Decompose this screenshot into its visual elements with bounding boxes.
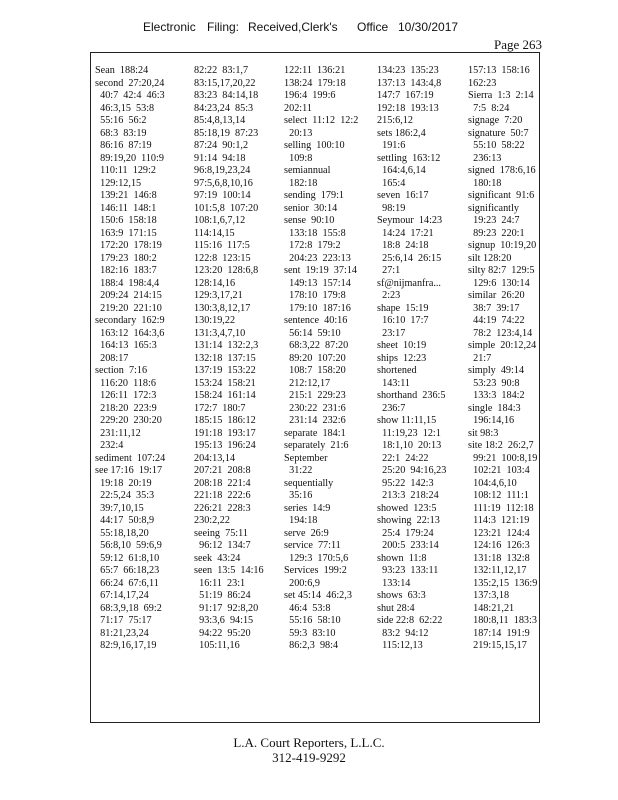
index-entry: 191:18 193:17 (194, 427, 256, 439)
index-entry: 59:12 61:8,10 (95, 552, 160, 564)
index-entry: 165:4 (377, 177, 406, 189)
index-entry: 236:13 (468, 152, 502, 164)
index-entry: 7:5 8:24 (468, 102, 510, 114)
index-entry: 82:9,16,17,19 (95, 640, 157, 651)
index-entry: 68:3,22 87:20 (284, 340, 349, 351)
header-filing: Filing: (207, 20, 240, 34)
index-entry: sheet 10:19 (377, 340, 427, 351)
index-entry: 19:23 24:7 (468, 215, 520, 226)
index-entry: separate 184:1 (284, 427, 346, 439)
index-entry: 56:8,10 59:6,9 (95, 540, 162, 551)
index-entry: 153:24 158:21 (194, 377, 256, 389)
index-entry: showing 22:13 (377, 515, 440, 526)
page-number: Page 263 (494, 37, 543, 52)
index-entry: 39:7,10,15 (95, 502, 144, 514)
index-entry: 55:18,18,20 (95, 527, 149, 539)
index-entry: single 184:3 (468, 402, 521, 414)
index-entry: 25:4 179:24 (377, 527, 434, 539)
index-entry: serve 26:9 (284, 527, 329, 539)
index-entry: 147:7 167:19 (377, 90, 434, 101)
index-entry: shape 15:19 (377, 302, 429, 314)
index-entry: 231:14 232:6 (284, 415, 346, 426)
index-entry: 59:3 83:10 (284, 627, 336, 639)
index-entry: 19:18 20:19 (95, 477, 152, 489)
index-entry: 138:24 179:18 (284, 77, 346, 89)
index-entry: sentence 40:16 (284, 315, 348, 326)
header-received: Received,Clerk's (248, 20, 338, 34)
index-entry: 162:23 (468, 77, 497, 89)
index-entry: 192:18 193:13 (377, 102, 439, 114)
index-entry: 188:4 198:4,4 (95, 277, 160, 289)
index-entry: simply 49:14 (468, 365, 525, 376)
index-entry: 213:3 218:24 (377, 490, 439, 501)
index-entry: section 7:16 (95, 365, 148, 376)
index-entry: senior 30:14 (284, 202, 338, 214)
index-entry: 40:7 42:4 46:3 (95, 90, 165, 101)
index-entry: 53:23 90:8 (468, 377, 520, 389)
index-entry: sit 98:3 (468, 427, 499, 439)
index-entry: 66:24 67:6,11 (95, 577, 159, 589)
index-entry: 89:20 107:20 (284, 352, 346, 364)
index-entry: 129:3,17,21 (194, 290, 243, 301)
index-entry: 14:24 17:21 (377, 227, 434, 239)
index-entry: sets 186:2,4 (377, 127, 426, 139)
index-entry: 55:16 58:10 (284, 615, 341, 626)
index-entry: 208:17 (95, 352, 129, 364)
index-entry: 116:20 118:6 (95, 377, 156, 389)
index-entry: 137:3,18 (468, 590, 510, 601)
index-entry: 212:12,17 (284, 377, 331, 389)
footer-company: L.A. Court Reporters, L.L.C. (233, 735, 385, 750)
index-entry: 157:13 158:16 (468, 65, 530, 76)
index-entry: 230:22 231:6 (284, 402, 346, 414)
index-entry: 133:14 (377, 577, 411, 589)
index-entry: 68:3,9,18 69:2 (95, 602, 162, 614)
index-entry: 44:17 50:8,9 (95, 515, 155, 526)
index-entry: Seymour 14:23 (377, 215, 443, 226)
index-entry: 129:6 130:14 (468, 277, 530, 289)
index-entry: 108:7 158:20 (284, 365, 346, 376)
index-entry: 139:21 146:8 (95, 190, 157, 201)
index-entry: 84:23,24 85:3 (194, 102, 254, 114)
index-entry: signup 10:19,20 (468, 240, 537, 251)
index-entry: 97:5,6,8,10,16 (194, 177, 253, 189)
index-entry: 86:2,3 98:4 (284, 640, 339, 651)
index-entry: 232:4 (95, 440, 124, 451)
header-electronic: Electronic (143, 20, 196, 34)
index-entry: 67:14,17,24 (95, 590, 149, 601)
index-entry: secondary 162:9 (95, 315, 165, 326)
index-entry: 202:11 (284, 102, 312, 114)
index-entry: 219:20 221:10 (95, 302, 162, 314)
index-entry: 185:15 186:12 (194, 415, 256, 426)
index-entry: select 11:12 12:2 (284, 115, 359, 126)
index-entry: 2:23 (377, 290, 401, 301)
index-entry: 146:11 148:1 (95, 202, 157, 214)
index-entry: 94:22 95:20 (194, 627, 251, 639)
index-entry: show 11:11,15 (377, 415, 437, 426)
index-entry: 85:18,19 87:23 (194, 127, 259, 139)
index-entry: 114:3 121:19 (468, 515, 530, 526)
index-entry: 164:4,6,14 (377, 165, 426, 176)
index-entry: 128:14,16 (194, 277, 236, 289)
header-office: Office (357, 20, 389, 34)
index-entry: settling 163:12 (377, 152, 441, 164)
index-entry: 148:21,21 (468, 602, 515, 614)
index-entry: 226:21 228:3 (194, 502, 251, 514)
index-entry: 137:19 153:22 (194, 365, 256, 376)
index-entry: 109:8 (284, 152, 313, 164)
index-entry: 130:3,8,12,17 (194, 302, 251, 314)
index-entry: 191:6 (377, 140, 406, 151)
index-entry: 131:14 132:2,3 (194, 340, 259, 351)
index-entry: 83:2 94:12 (377, 627, 429, 639)
index-entry: signage 7:20 (468, 115, 523, 126)
index-entry: 122:11 136:21 (284, 65, 346, 76)
index-entry: seek 43:24 (194, 552, 241, 564)
index-entry: silty 82:7 129:5 (468, 265, 535, 276)
index-entry: 114:14,15 (194, 227, 235, 239)
index-entry: 150:6 158:18 (95, 215, 157, 226)
index-entry: side 22:8 62:22 (377, 615, 443, 626)
index-entry: 180:8,11 183:3 (468, 615, 537, 626)
index-entry: 18:1,10 20:13 (377, 440, 442, 451)
index-entry: shorthand 236:5 (377, 390, 446, 401)
index-entry: 23:17 (377, 327, 406, 339)
index-entry: 133:3 184:2 (468, 390, 525, 401)
index-entry: 182:16 183:7 (95, 265, 157, 276)
header-date: 10/30/2017 (398, 20, 459, 34)
index-entry: 178:10 179:8 (284, 290, 346, 301)
index-entry: 85:4,8,13,14 (194, 115, 246, 126)
index-entry: simple 20:12,24 (468, 340, 537, 351)
index-entry: 131:18 132:8 (468, 552, 530, 564)
footer-phone: 312-419-9292 (272, 750, 346, 765)
index-entry: 83:23 84:14,18 (194, 90, 259, 101)
index-entry: significantly (468, 202, 519, 214)
index-entry: 196:4 199:6 (284, 90, 336, 101)
index-entry: 51:19 86:24 (194, 590, 251, 601)
index-entry: 38:7 39:17 (468, 302, 520, 314)
index-entry: 16:11 23:1 (194, 577, 246, 589)
index-entry: shown 11:8 (377, 552, 427, 564)
index-entry: 219:15,15,17 (468, 640, 527, 651)
index-entry: Sierra 1:3 2:14 (468, 90, 534, 101)
index-entry: 71:17 75:17 (95, 615, 152, 626)
index-entry: 179:10 187:16 (284, 302, 351, 314)
index-entry: 20:13 (284, 127, 313, 139)
index-entry: 27:1 (377, 265, 401, 276)
index-entry: 108:12 111:1 (468, 490, 529, 501)
index-entry: silt 128:20 (468, 252, 512, 264)
index-entry: 95:22 142:3 (377, 477, 434, 489)
index-entry: 25:20 94:16,23 (377, 465, 447, 476)
index-entry: 102:21 103:4 (468, 465, 530, 476)
index-column-2 (194, 65, 264, 653)
index-entry: 208:18 221:4 (194, 477, 251, 489)
index-entry: 172:20 178:19 (95, 240, 162, 251)
index-entry: 16:10 17:7 (377, 315, 429, 326)
index-entry: 129:3 170:5,6 (284, 552, 349, 564)
index-entry: 132:11,12,17 (468, 565, 527, 576)
index-entry: 89:23 220:1 (468, 227, 525, 239)
index-entry: 105:11,16 (194, 640, 240, 651)
index-entry: 65:7 66:18,23 (95, 565, 160, 576)
index-entry: shortened (377, 365, 417, 376)
index-entry: 81:21,23,24 (95, 627, 149, 639)
index-entry: 56:14 59:10 (284, 327, 341, 339)
index-entry: 91:17 92:8,20 (194, 602, 259, 614)
index-entry: shows 63:3 (377, 590, 426, 601)
index-entry: service 77:11 (284, 540, 341, 551)
index-entry: 179:23 180:2 (95, 252, 157, 264)
index-entry: 200:6,9 (284, 577, 320, 589)
index-entry: 46:3,15 53:8 (95, 102, 155, 114)
index-entry: 25:6,14 26:15 (377, 252, 442, 264)
index-entry: 96:12 134:7 (194, 540, 251, 551)
index-entry: sent 19:19 37:14 (284, 265, 358, 276)
index-entry: series 14:9 (284, 502, 331, 514)
index-entry: significant 91:6 (468, 190, 535, 201)
index-entry: sf@nijmanfra... (377, 277, 441, 289)
index-entry: 111:19 112:18 (468, 502, 534, 514)
index-entry: 236:7 (377, 402, 406, 414)
index-entry: showed 123:5 (377, 502, 437, 514)
index-entry: 195:13 196:24 (194, 440, 256, 451)
index-entry: 96:8,19,23,24 (194, 165, 251, 176)
index-entry: sediment 107:24 (95, 452, 166, 464)
index-entry: 115:12,13 (377, 640, 423, 651)
index-entry: 126:11 172:3 (95, 390, 157, 401)
index-entry: sequentially (284, 477, 334, 489)
index-entry: see 17:16 19:17 (95, 465, 163, 476)
index-entry: 97:19 100:14 (194, 190, 251, 201)
index-entry: 182:18 (284, 177, 318, 189)
index-entry: seeing 75:11 (194, 527, 248, 539)
index-entry: 129:12,15 (95, 177, 142, 189)
index-entry: separately 21:6 (284, 440, 349, 451)
index-entry: 31:22 (284, 465, 313, 476)
index-entry: 11:19,23 12:1 (377, 427, 441, 439)
index-entry: 22:5,24 35:3 (95, 490, 155, 501)
index-entry: 215:1 229:23 (284, 390, 346, 401)
index-entry: 163:9 171:15 (95, 227, 157, 239)
index-entry: 158:24 161:14 (194, 390, 256, 401)
index-entry: 230:2,22 (194, 515, 230, 526)
index-entry: 83:15,17,20,22 (194, 77, 256, 89)
index-entry: selling 100:10 (284, 140, 345, 151)
index-entry: similar 26:20 (468, 290, 525, 301)
index-entry: 110:11 129:2 (95, 165, 156, 176)
index-entry: 204:13,14 (194, 452, 236, 464)
index-entry: 132:18 137:15 (194, 352, 256, 364)
index-entry: 133:18 155:8 (284, 227, 346, 239)
index-column-5 (468, 65, 537, 653)
index-column-3 (284, 65, 358, 653)
index-entry: 86:16 87:19 (95, 140, 152, 151)
index-entry: 134:23 135:23 (377, 65, 439, 76)
index-entry: 108:1,6,7,12 (194, 215, 246, 226)
index-entry: 122:8 123:15 (194, 252, 251, 264)
index-frame (90, 52, 540, 723)
index-entry: September (284, 452, 328, 464)
index-entry: 82:22 83:1,7 (194, 65, 249, 76)
index-entry: 187:14 191:9 (468, 627, 530, 639)
index-column-4 (377, 65, 446, 653)
index-entry: site 18:2 26:2,7 (468, 440, 534, 451)
index-entry: 115:16 117:5 (194, 240, 250, 251)
index-entry: 180:18 (468, 177, 502, 189)
index-column-1 (95, 65, 165, 653)
index-entry: 229:20 230:20 (95, 415, 162, 426)
index-entry: 172:7 180:7 (194, 402, 246, 414)
index-entry: 68:3 83:19 (95, 127, 147, 139)
index-entry: ships 12:23 (377, 352, 427, 364)
index-entry: 98:19 (377, 202, 406, 214)
index-entry: 55:10 58:22 (468, 140, 525, 151)
index-entry: 209:24 214:15 (95, 290, 162, 301)
index-entry: 135:2,15 136:9 (468, 577, 538, 589)
index-entry: 99:21 100:8,19 (468, 452, 538, 464)
index-entry: shut 28:4 (377, 602, 415, 614)
index-entry: 172:8 179:2 (284, 240, 341, 251)
index-entry: 21:7 (468, 352, 492, 364)
index-entry: 194:18 (284, 515, 318, 526)
index-entry: second 27:20,24 (95, 77, 165, 89)
index-entry: 78:2 123:4,14 (468, 327, 533, 339)
index-entry: 87:24 90:1,2 (194, 140, 249, 151)
index-entry: 44:19 74:22 (468, 315, 525, 326)
index-entry: 124:16 126:3 (468, 540, 530, 551)
index-entry: set 45:14 46:2,3 (284, 590, 352, 601)
index-entry: 164:13 165:3 (95, 340, 157, 351)
index-entry: 221:18 222:6 (194, 490, 251, 501)
index-entry: 143:11 (377, 377, 411, 389)
index-entry: signed 178:6,16 (468, 165, 536, 176)
index-entry: 218:20 223:9 (95, 402, 157, 414)
index-entry: 18:8 24:18 (377, 240, 429, 251)
index-entry: 123:20 128:6,8 (194, 265, 259, 276)
index-entry: 137:13 143:4,8 (377, 77, 442, 89)
index-entry: Sean 188:24 (95, 65, 149, 76)
index-entry: 207:21 208:8 (194, 465, 251, 476)
index-entry: 46:4 53:8 (284, 602, 331, 614)
index-entry: sense 90:10 (284, 215, 335, 226)
index-entry: sending 179:1 (284, 190, 344, 201)
index-entry: 93:23 133:11 (377, 565, 439, 576)
index-entry: 130:19,22 (194, 315, 236, 326)
index-entry: seen 13:5 14:16 (194, 565, 264, 576)
index-entry: 35:16 (284, 490, 313, 501)
index-entry: semiannual (284, 165, 331, 176)
index-entry: 89:19,20 110:9 (95, 152, 164, 164)
index-entry: 200:5 233:14 (377, 540, 439, 551)
index-entry: 131:3,4,7,10 (194, 327, 246, 339)
index-entry: 22:1 24:22 (377, 452, 429, 464)
index-entry: 163:12 164:3,6 (95, 327, 165, 339)
index-entry: seven 16:17 (377, 190, 429, 201)
index-entry: signature 50:7 (468, 127, 529, 139)
index-entry: 231:11,12 (95, 427, 141, 439)
index-entry: 93:3,6 94:15 (194, 615, 254, 626)
index-entry: 149:13 157:14 (284, 277, 351, 289)
index-entry: 196:14,16 (468, 415, 515, 426)
index-entry: 55:16 56:2 (95, 115, 147, 126)
index-entry: Services 199:2 (284, 565, 347, 576)
index-entry: 215:6,12 (377, 115, 413, 126)
index-entry: 204:23 223:13 (284, 252, 351, 264)
index-entry: 101:5,8 107:20 (194, 202, 259, 214)
index-entry: 104:4,6,10 (468, 477, 517, 489)
index-entry: 91:14 94:18 (194, 152, 246, 164)
index-entry: 123:21 124:4 (468, 527, 530, 539)
